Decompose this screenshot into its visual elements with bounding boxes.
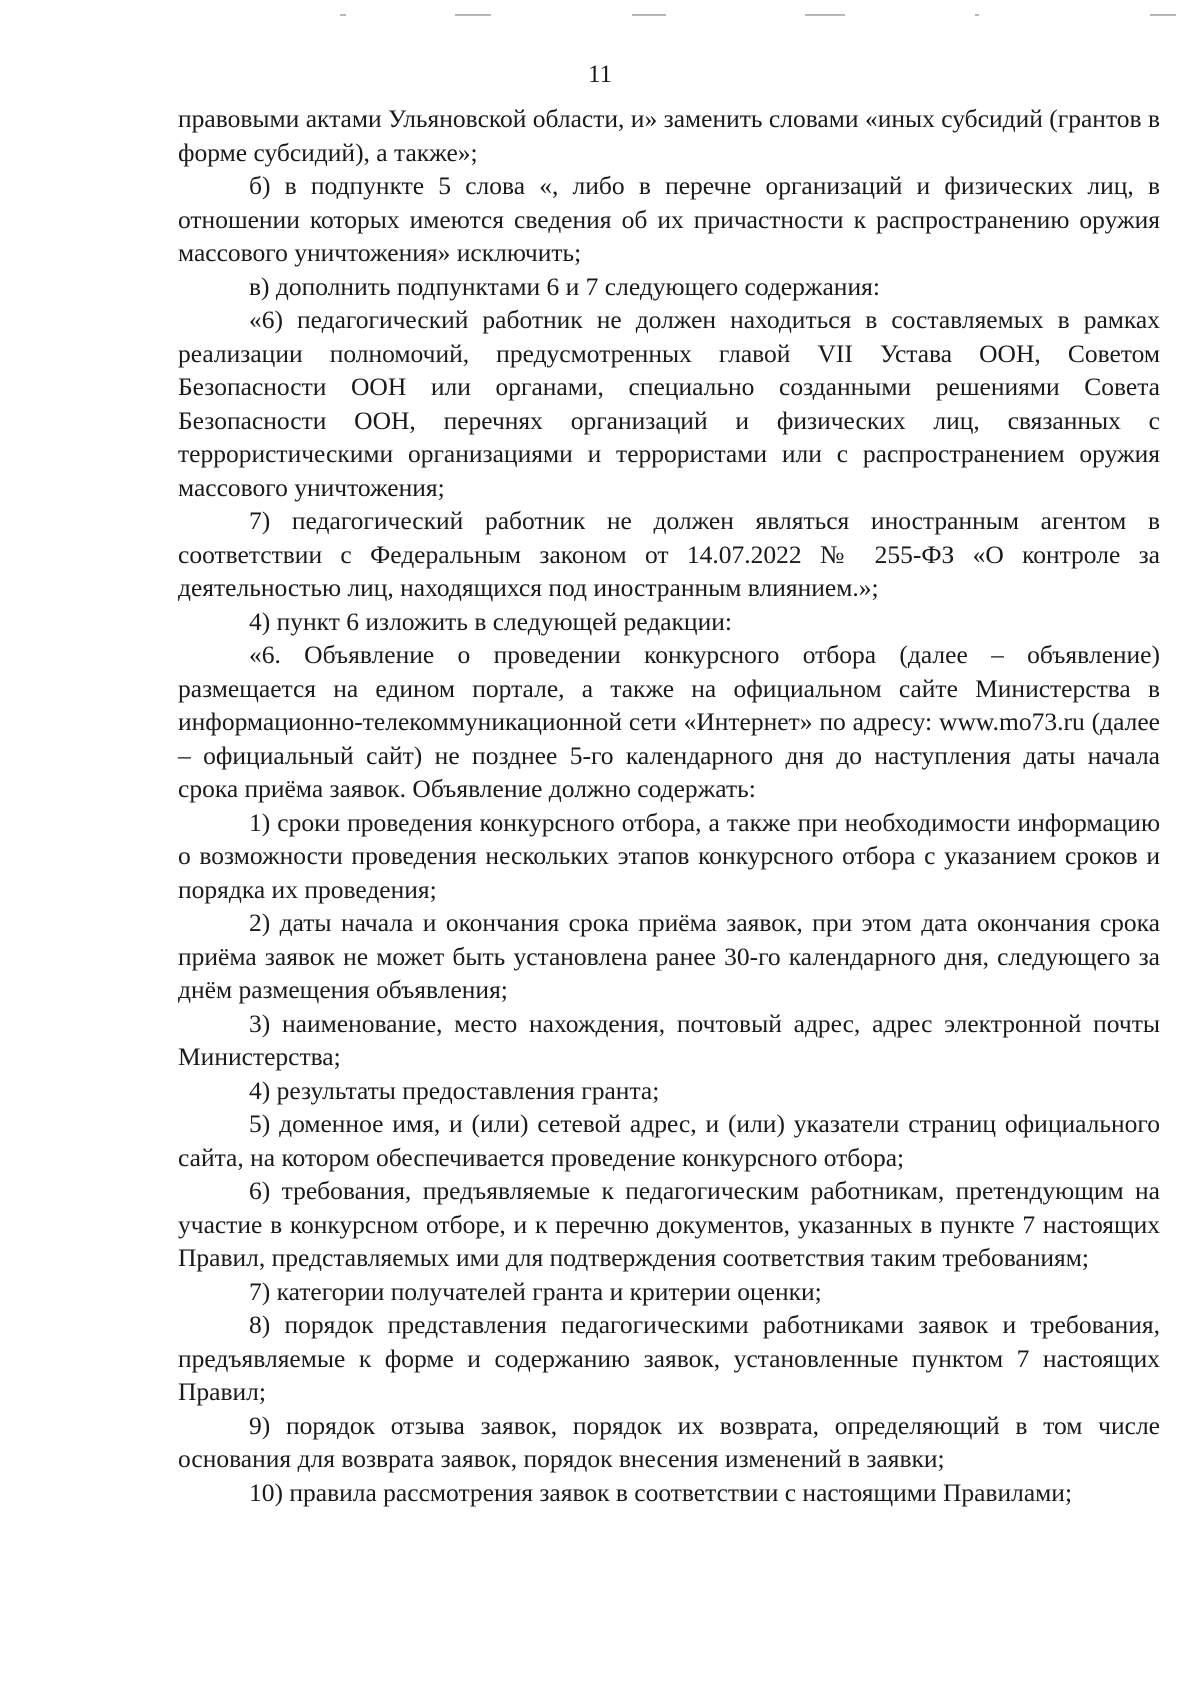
paragraph: «6. Объявление о проведении конкурсного отбора (далее – объявление) размещается на едином портале, а также на официальном сайте Министерства в информационно-телекоммуникационной сети «Интернет» по адресу: www.mo73.ru (далее – официальный сайт) не позднее 5-го календарного дня до наступления даты начала срока приёма заявок. Объявление должно содержать: [178, 640, 1160, 803]
paragraph: 6) требования, предъявляемые к педагогическим работникам, претендующим на участие в конкурсном отборе, и к перечню документов, указанных в пункте 7 настоящих Правил, представляемых ими для подтверждения соответствия таким требованиям; [178, 1176, 1160, 1272]
paragraph: «6) педагогический работник не должен находиться в составляемых в рамках реализации полномочий, предусмотренных главой VII Устава ООН, Советом Безопасности ООН или органами, специально созданными решениями Совета Безопасности ООН, перечнях организаций и физических лиц, связанных с террористическими организациями и террористами или с распространением оружия массового уничтожения; [178, 305, 1160, 502]
paragraph: 2) даты начала и окончания срока приёма заявок, при этом дата окончания срока приёма заявок не может быть установлена ранее 30-го календарного дня, следующего за днём размещения объявления; [178, 908, 1160, 1004]
paragraph: 4) результаты предоставления гранта; [249, 1075, 660, 1105]
paragraph: 8) порядок представления педагогическими работниками заявок и требования, предъявляемые к форме и содержанию заявок, установленные пунктом 7 настоящих Правил; [178, 1310, 1160, 1406]
paragraph: в) дополнить подпунктами 6 и 7 следующего содержания: [249, 271, 880, 301]
scan-artifacts [0, 14, 1200, 22]
paragraph: 4) пункт 6 изложить в следующей редакции: [249, 606, 732, 636]
page-number: 11 [587, 61, 613, 88]
paragraph: 3) наименование, место нахождения, почтовый адрес, адрес электронной почты Министерства; [178, 1008, 1160, 1071]
document-body [178, 102, 1160, 1509]
paragraph: 7) педагогический работник не должен являться иностранным агентом в соответствии с Федеральным законом от 14.07.2022 № 255-ФЗ «О контроле за деятельностью лиц, находящихся под иностранным влиянием.»; [178, 506, 1160, 602]
paragraph: б) в подпункте 5 слова «, либо в перечне организаций и физических лиц, в отношении которых имеются сведения об их причастности к распространению оружия массового уничтожения» исключить; [178, 171, 1160, 267]
paragraph: 10) правила рассмотрения заявок в соответствии с настоящими Правилами; [249, 1477, 1073, 1507]
paragraph: правовыми актами Ульяновской области, и» заменить словами «иных субсидий (грантов в форме субсидий), а также»; [178, 104, 1160, 167]
paragraph: 1) сроки проведения конкурсного отбора, а также при необходимости информацию о возможности проведения нескольких этапов конкурсного отбора с указанием сроков и порядка их проведения; [178, 807, 1160, 904]
paragraph: 9) порядок отзыва заявок, порядок их возврата, определяющий в том числе основания для возврата заявок, порядок внесения изменений в заявки; [178, 1410, 1160, 1473]
paragraph: 5) доменное имя, и (или) сетевой адрес, и (или) указатели страниц официального сайта, на котором обеспечивается проведение конкурсного отбора; [178, 1109, 1160, 1172]
paragraph: 7) категории получателей гранта и критерии оценки; [249, 1276, 822, 1306]
